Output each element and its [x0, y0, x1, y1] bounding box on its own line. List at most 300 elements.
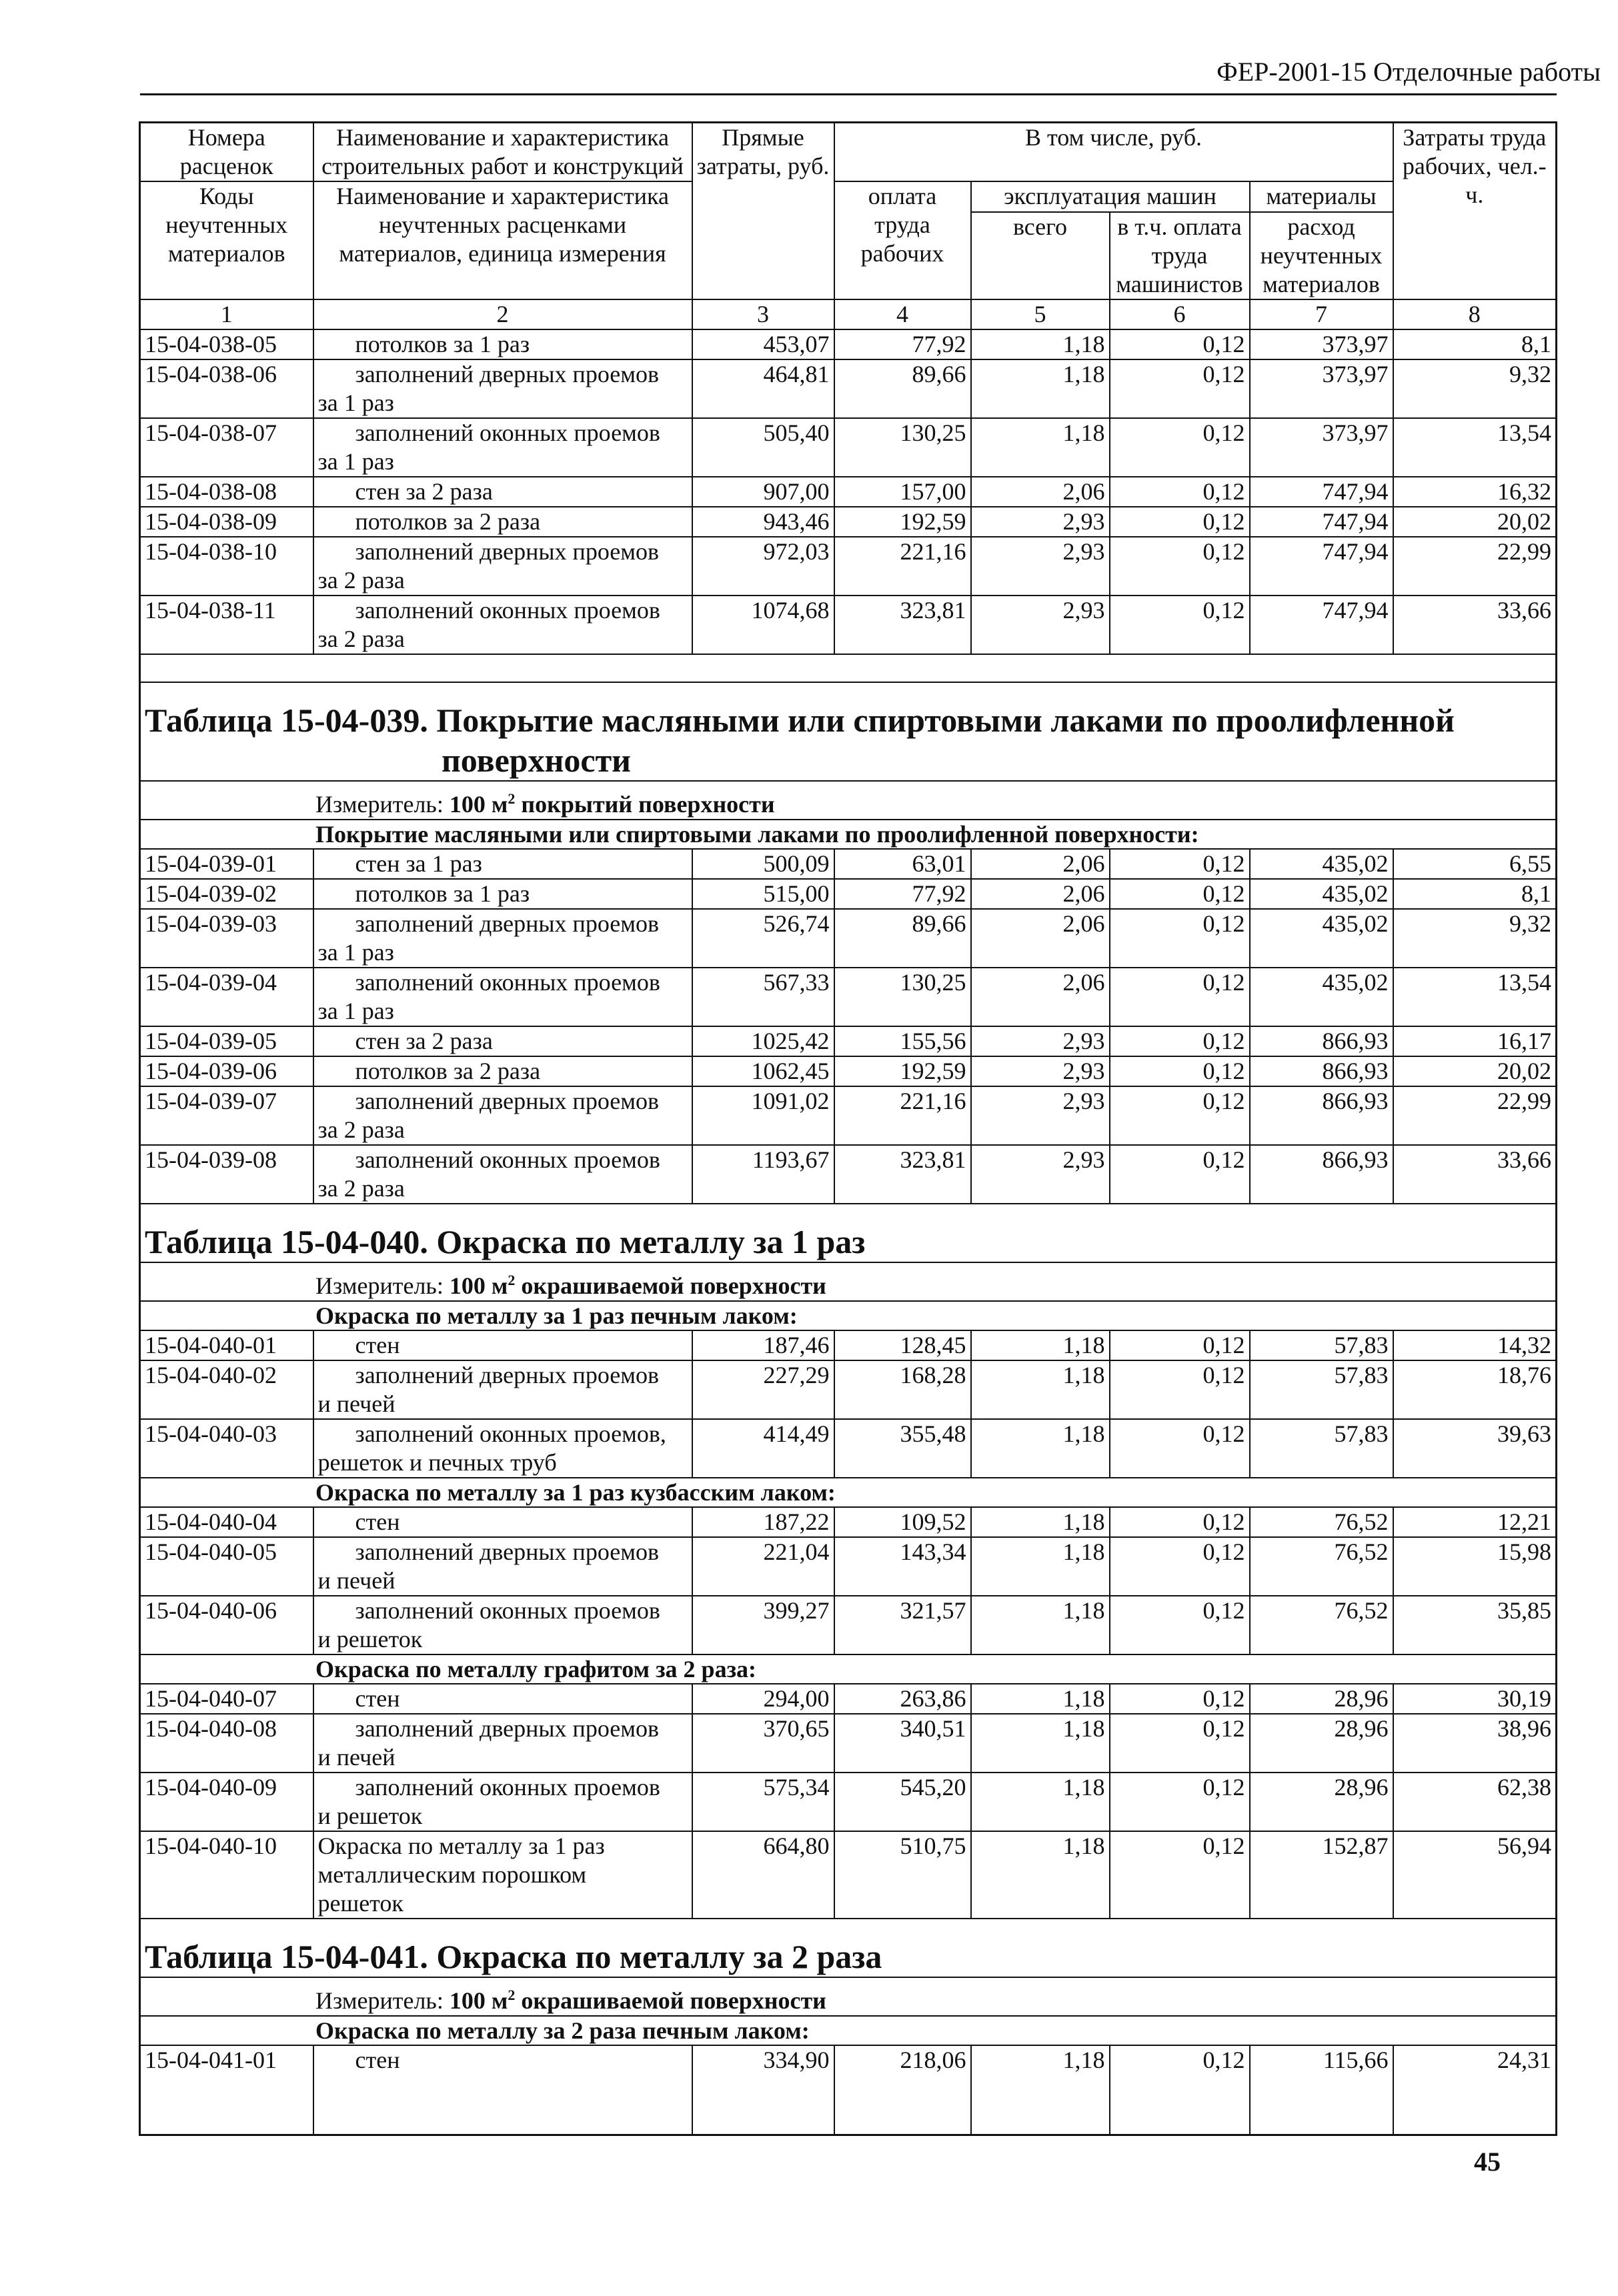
work-name-line: металлическим порошком: [317, 1861, 587, 1888]
value-direct: 464,81: [692, 359, 834, 418]
value-direct: 187,22: [692, 1507, 834, 1537]
value-labor: 9,32: [1393, 359, 1557, 418]
work-name: [313, 1145, 692, 1204]
table-row: [140, 909, 1557, 968]
value-mat: 866,93: [1250, 1056, 1393, 1086]
value-wage: 323,81: [834, 596, 971, 654]
value-direct: 943,46: [692, 507, 834, 537]
value-mach: 2,06: [971, 849, 1110, 879]
value-direct: 972,03: [692, 537, 834, 596]
measure-exponent: 2: [508, 1272, 516, 1288]
work-name: [313, 1684, 692, 1714]
table-row: [140, 1831, 1557, 1919]
value-mach: 1,18: [971, 329, 1110, 359]
group-heading: [140, 1654, 1557, 1684]
measure-subject: окрашиваемой поверхности: [515, 1987, 826, 2014]
work-name-line: и печей: [317, 1567, 395, 1594]
work-name: [313, 1360, 692, 1419]
group-heading: [140, 1301, 1557, 1330]
rate-code: 15-04-040-05: [140, 1537, 313, 1596]
head-col4: оплата труда рабочих: [834, 181, 971, 299]
group-heading-cell: [140, 1301, 1557, 1330]
value-mach-wage: 0,12: [1110, 477, 1250, 507]
work-name-line: за 2 раза: [317, 626, 405, 652]
work-name: [313, 909, 692, 968]
work-name-line: заполнений дверных проемов: [355, 538, 660, 565]
table-spacer-cell: [140, 654, 1557, 682]
work-name: [313, 1537, 692, 1596]
table-title-cell: [140, 1919, 1557, 1977]
value-wage: 77,92: [834, 879, 971, 909]
value-labor: 22,99: [1393, 537, 1557, 596]
group-heading-text: Окраска по металлу графитом за 2 раза:: [315, 1656, 757, 1682]
group-heading: [140, 1478, 1557, 1507]
value-labor: 33,66: [1393, 1145, 1557, 1204]
value-mat: 28,96: [1250, 1773, 1393, 1831]
measure-unit: [450, 1987, 826, 2014]
table-title-line: Таблица 15-04-039. Покрытие масляными или спиртовыми лаками по проолифленной: [145, 702, 1455, 739]
work-name: [313, 507, 692, 537]
measure-row: [140, 781, 1557, 820]
value-direct: 221,04: [692, 1537, 834, 1596]
value-labor: 33,66: [1393, 596, 1557, 654]
value-wage: 263,86: [834, 1684, 971, 1714]
value-mat: 435,02: [1250, 879, 1393, 909]
table-row: [140, 1419, 1557, 1478]
group-heading-cell: [140, 820, 1557, 849]
head-col6: в т.ч. оплата труда машинистов: [1110, 212, 1250, 299]
measure-exponent: 2: [508, 1987, 516, 2003]
column-number-row: [140, 299, 1557, 329]
page-header: ФЕР-2001-15 Отделочные работы: [1217, 57, 1601, 87]
value-labor: 8,1: [1393, 879, 1557, 909]
value-mach-wage: 0,12: [1110, 537, 1250, 596]
value-mach: 1,18: [971, 1773, 1110, 1831]
head-col2-bottom: Наименование и характеристика неучтенных расценками материалов, единица измерения: [313, 181, 692, 299]
table-title: [140, 1204, 1557, 1262]
table-row: [140, 1507, 1557, 1537]
table-row: [140, 329, 1557, 359]
value-wage: 155,56: [834, 1026, 971, 1056]
work-name: [313, 1056, 692, 1086]
work-name-line: стен: [355, 2047, 400, 2073]
work-name: [313, 477, 692, 507]
work-name-line: заполнений оконных проемов: [355, 1597, 660, 1624]
value-wage: 130,25: [834, 968, 971, 1026]
value-direct: 505,40: [692, 418, 834, 477]
rate-code: 15-04-040-09: [140, 1773, 313, 1831]
work-name-line: стен за 2 раза: [355, 1028, 493, 1054]
value-wage: 192,59: [834, 507, 971, 537]
value-direct: 907,00: [692, 477, 834, 507]
work-name-line: решеток и печных труб: [317, 1449, 557, 1476]
rate-code: 15-04-039-08: [140, 1145, 313, 1204]
rate-code: 15-04-039-01: [140, 849, 313, 879]
work-name-line: заполнений дверных проемов: [355, 1362, 660, 1388]
work-name-line: стен: [355, 1508, 400, 1535]
value-mach-wage: 0,12: [1110, 1086, 1250, 1145]
value-mach-wage: 0,12: [1110, 1714, 1250, 1773]
value-wage: 545,20: [834, 1773, 971, 1831]
value-direct: 1025,42: [692, 1026, 834, 1056]
value-mat: 76,52: [1250, 1596, 1393, 1654]
value-labor: 30,19: [1393, 1684, 1557, 1714]
work-name: [313, 1330, 692, 1360]
value-mat: 76,52: [1250, 1537, 1393, 1596]
group-heading-cell: [140, 1654, 1557, 1684]
value-mat: 435,02: [1250, 968, 1393, 1026]
work-name: [313, 329, 692, 359]
value-direct: 500,09: [692, 849, 834, 879]
column-number: 8: [1393, 299, 1557, 329]
value-direct: 399,27: [692, 1596, 834, 1654]
table-row: [140, 1596, 1557, 1654]
table-row: [140, 537, 1557, 596]
table-row: [140, 1056, 1557, 1086]
rate-code: 15-04-038-05: [140, 329, 313, 359]
value-labor: 13,54: [1393, 968, 1557, 1026]
value-direct: 370,65: [692, 1714, 834, 1773]
work-name-line: заполнений оконных проемов: [355, 969, 660, 996]
work-name-line: решеток: [317, 1890, 403, 1917]
group-heading-text: Покрытие масляными или спиртовыми лаками по проолифленной поверхности:: [315, 821, 1199, 848]
value-direct: 414,49: [692, 1419, 834, 1478]
value-mat: 435,02: [1250, 849, 1393, 879]
table-row: [140, 2045, 1557, 2135]
measure-row-cell: [140, 1977, 1557, 2016]
value-mach: 2,93: [971, 1056, 1110, 1086]
value-mach-wage: 0,12: [1110, 359, 1250, 418]
head-col5: всего: [971, 212, 1110, 299]
work-name: [313, 1773, 692, 1831]
value-wage: 355,48: [834, 1419, 971, 1478]
value-mach: 2,06: [971, 909, 1110, 968]
work-name: [313, 1596, 692, 1654]
work-name: [313, 849, 692, 879]
rate-code: 15-04-038-08: [140, 477, 313, 507]
value-mach-wage: 0,12: [1110, 909, 1250, 968]
rate-code: 15-04-038-09: [140, 507, 313, 537]
value-mach: 1,18: [971, 1537, 1110, 1596]
column-number: 4: [834, 299, 971, 329]
value-labor: 9,32: [1393, 909, 1557, 968]
head-col1-bottom: Коды неучтенных материалов: [140, 181, 313, 299]
value-labor: 38,96: [1393, 1714, 1557, 1773]
value-mat: 747,94: [1250, 596, 1393, 654]
value-direct: 294,00: [692, 1684, 834, 1714]
value-mach-wage: 0,12: [1110, 1330, 1250, 1360]
measure-value: 100 м: [449, 791, 508, 818]
measure-row-cell: [140, 781, 1557, 820]
value-labor: 20,02: [1393, 1056, 1557, 1086]
value-mat: 57,83: [1250, 1360, 1393, 1419]
measure-label: Измеритель:: [315, 1272, 450, 1299]
work-name-line: заполнений оконных проемов: [355, 419, 660, 446]
value-mach-wage: 0,12: [1110, 1026, 1250, 1056]
value-mach: 1,18: [971, 1714, 1110, 1773]
value-labor: 6,55: [1393, 849, 1557, 879]
measure-label: Измеритель:: [315, 1987, 450, 2014]
value-direct: 1062,45: [692, 1056, 834, 1086]
value-mat: 152,87: [1250, 1831, 1393, 1919]
work-name-line: за 2 раза: [317, 1116, 405, 1143]
table-row: [140, 1537, 1557, 1596]
value-mach: 2,93: [971, 1145, 1110, 1204]
value-labor: 14,32: [1393, 1330, 1557, 1360]
value-wage: 168,28: [834, 1360, 971, 1419]
work-name: [313, 1507, 692, 1537]
value-labor: 35,85: [1393, 1596, 1557, 1654]
value-mach: 2,93: [971, 1026, 1110, 1056]
value-wage: 510,75: [834, 1831, 971, 1919]
value-wage: 221,16: [834, 1086, 971, 1145]
value-wage: 340,51: [834, 1714, 971, 1773]
rate-code: 15-04-040-06: [140, 1596, 313, 1654]
work-name: [313, 359, 692, 418]
value-mat: 866,93: [1250, 1086, 1393, 1145]
table-row: [140, 1026, 1557, 1056]
table-row: [140, 418, 1557, 477]
value-mat: 747,94: [1250, 537, 1393, 596]
value-mach-wage: 0,12: [1110, 507, 1250, 537]
value-wage: 63,01: [834, 849, 971, 879]
value-direct: 187,46: [692, 1330, 834, 1360]
work-name-line: стен: [355, 1332, 400, 1358]
value-mat: 373,97: [1250, 359, 1393, 418]
value-mat: 435,02: [1250, 909, 1393, 968]
column-number: 5: [971, 299, 1110, 329]
column-number: 1: [140, 299, 313, 329]
value-labor: 12,21: [1393, 1507, 1557, 1537]
value-mach: 2,93: [971, 596, 1110, 654]
value-direct: 664,80: [692, 1831, 834, 1919]
table-row: [140, 849, 1557, 879]
rate-code: 15-04-038-06: [140, 359, 313, 418]
value-wage: 130,25: [834, 418, 971, 477]
value-mat: 866,93: [1250, 1026, 1393, 1056]
work-name: [313, 879, 692, 909]
group-heading-text: Окраска по металлу за 2 раза печным лаком:: [315, 2017, 810, 2044]
work-name-line: и решеток: [317, 1626, 423, 1652]
work-name: [313, 596, 692, 654]
head-machines: эксплуатация машин: [971, 181, 1250, 212]
table-row: [140, 879, 1557, 909]
value-wage: 143,34: [834, 1537, 971, 1596]
group-heading-cell: [140, 2016, 1557, 2045]
value-wage: 221,16: [834, 537, 971, 596]
value-labor: 18,76: [1393, 1360, 1557, 1419]
value-mach: 1,18: [971, 1360, 1110, 1419]
value-mach-wage: 0,12: [1110, 1419, 1250, 1478]
measure-row: [140, 1262, 1557, 1301]
column-number: 3: [692, 299, 834, 329]
rates-table: [139, 121, 1557, 2136]
value-wage: 218,06: [834, 2045, 971, 2135]
column-number: 7: [1250, 299, 1393, 329]
value-wage: 321,57: [834, 1596, 971, 1654]
measure-value: 100 м: [449, 1987, 508, 2014]
value-mach-wage: 0,12: [1110, 1145, 1250, 1204]
table-row: [140, 507, 1557, 537]
table-row: [140, 1714, 1557, 1773]
head-col3: Прямые затраты, руб.: [692, 123, 834, 300]
value-direct: 1091,02: [692, 1086, 834, 1145]
rate-code: 15-04-038-11: [140, 596, 313, 654]
table-title-line: поверхности: [442, 742, 631, 779]
rate-code: 15-04-038-07: [140, 418, 313, 477]
value-mach: 1,18: [971, 1419, 1110, 1478]
work-name-line: за 1 раз: [317, 998, 394, 1024]
rate-code: 15-04-040-08: [140, 1714, 313, 1773]
table-title-line: Таблица 15-04-040. Окраска по металлу за 1 раз: [145, 1223, 866, 1260]
value-direct: 334,90: [692, 2045, 834, 2135]
value-mach: 2,93: [971, 507, 1110, 537]
value-mach: 2,06: [971, 879, 1110, 909]
measure-row-cell: [140, 1262, 1557, 1301]
rate-code: 15-04-041-01: [140, 2045, 313, 2135]
work-name: [313, 1086, 692, 1145]
group-heading-text: Окраска по металлу за 1 раз кузбасским лаком:: [315, 1479, 836, 1506]
value-wage: 128,45: [834, 1330, 971, 1360]
value-mat: 866,93: [1250, 1145, 1393, 1204]
value-mach-wage: 0,12: [1110, 1831, 1250, 1919]
measure-subject: окрашиваемой поверхности: [515, 1272, 826, 1299]
value-direct: 567,33: [692, 968, 834, 1026]
work-name-line: и печей: [317, 1390, 395, 1417]
group-heading-cell: [140, 1478, 1557, 1507]
table-head-row: [140, 181, 1557, 212]
value-mach: 1,18: [971, 1330, 1110, 1360]
value-mach-wage: 0,12: [1110, 1507, 1250, 1537]
table-title-cell: [140, 682, 1557, 781]
work-name-line: стен: [355, 1685, 400, 1712]
value-labor: 8,1: [1393, 329, 1557, 359]
value-mat: 57,83: [1250, 1419, 1393, 1478]
table-title: [140, 682, 1557, 781]
work-name-line: за 2 раза: [317, 567, 405, 594]
work-name-line: заполнений оконных проемов: [355, 1146, 660, 1173]
rate-code: 15-04-038-10: [140, 537, 313, 596]
work-name-line: потолков за 2 раза: [355, 508, 541, 535]
group-heading: [140, 820, 1557, 849]
value-mach-wage: 0,12: [1110, 596, 1250, 654]
value-wage: 89,66: [834, 909, 971, 968]
head-col7: расход неучтенных материалов: [1250, 212, 1393, 299]
table-row: [140, 477, 1557, 507]
work-name-line: и печей: [317, 1744, 395, 1771]
value-mach: 1,18: [971, 1831, 1110, 1919]
work-name: [313, 1419, 692, 1478]
group-heading-text: Окраска по металлу за 1 раз печным лаком:: [315, 1302, 798, 1329]
rate-code: 15-04-040-07: [140, 1684, 313, 1714]
value-mach-wage: 0,12: [1110, 1360, 1250, 1419]
work-name-line: заполнений дверных проемов: [355, 910, 660, 937]
work-name-line: заполнений оконных проемов: [355, 1774, 660, 1801]
value-mach-wage: 0,12: [1110, 329, 1250, 359]
work-name-line: за 1 раз: [317, 939, 394, 966]
work-name-line: заполнений дверных проемов: [355, 1088, 660, 1114]
value-mach: 1,18: [971, 1596, 1110, 1654]
value-labor: 15,98: [1393, 1537, 1557, 1596]
value-mat: 373,97: [1250, 418, 1393, 477]
value-labor: 16,17: [1393, 1026, 1557, 1056]
value-direct: 526,74: [692, 909, 834, 968]
work-name-line: за 1 раз: [317, 389, 394, 416]
work-name-line: заполнений оконных проемов: [355, 597, 660, 624]
measure-row: [140, 1977, 1557, 2016]
work-name-line: заполнений дверных проемов: [355, 1538, 660, 1565]
rate-code: 15-04-039-04: [140, 968, 313, 1026]
column-number: 2: [313, 299, 692, 329]
value-wage: 77,92: [834, 329, 971, 359]
work-name-line: потолков за 1 раз: [355, 880, 530, 907]
value-mach: 1,18: [971, 2045, 1110, 2135]
work-name: [313, 1831, 692, 1919]
value-direct: 1193,67: [692, 1145, 834, 1204]
value-labor: 16,32: [1393, 477, 1557, 507]
value-mach: 2,06: [971, 968, 1110, 1026]
value-mach: 1,18: [971, 418, 1110, 477]
table-row: [140, 1360, 1557, 1419]
rate-code: 15-04-039-05: [140, 1026, 313, 1056]
work-name-line: заполнений оконных проемов,: [355, 1420, 666, 1447]
work-name-line: и решеток: [317, 1803, 423, 1829]
table-row: [140, 1086, 1557, 1145]
page-number: 45: [1474, 2147, 1501, 2177]
table-title: [140, 1919, 1557, 1977]
work-name-line: за 1 раз: [317, 448, 394, 475]
value-mat: 373,97: [1250, 329, 1393, 359]
rate-code: 15-04-039-07: [140, 1086, 313, 1145]
measure-unit: [450, 1272, 826, 1299]
work-name: [313, 1026, 692, 1056]
value-mach-wage: 0,12: [1110, 1537, 1250, 1596]
column-number: 6: [1110, 299, 1250, 329]
work-name: [313, 968, 692, 1026]
rate-code: 15-04-040-04: [140, 1507, 313, 1537]
value-labor: 39,63: [1393, 1419, 1557, 1478]
table-title-cell: [140, 1204, 1557, 1262]
work-name: [313, 537, 692, 596]
value-mat: 28,96: [1250, 1684, 1393, 1714]
value-mat: 28,96: [1250, 1714, 1393, 1773]
value-mach-wage: 0,12: [1110, 1684, 1250, 1714]
value-direct: 1074,68: [692, 596, 834, 654]
value-mach: 2,06: [971, 477, 1110, 507]
group-heading: [140, 2016, 1557, 2045]
table-row: [140, 1330, 1557, 1360]
work-name-line: заполнений дверных проемов: [355, 361, 660, 387]
head-materials: материалы: [1250, 181, 1393, 212]
value-mach: 1,18: [971, 1507, 1110, 1537]
value-mach: 1,18: [971, 359, 1110, 418]
work-name-line: Окраска по металлу за 1 раз: [317, 1833, 605, 1859]
work-name: [313, 2045, 692, 2135]
value-mach: 2,93: [971, 1086, 1110, 1145]
value-labor: 24,31: [1393, 2045, 1557, 2135]
table-row: [140, 359, 1557, 418]
work-name-line: стен за 2 раза: [355, 478, 493, 505]
table-row: [140, 968, 1557, 1026]
work-name: [313, 1714, 692, 1773]
work-name-line: потолков за 2 раза: [355, 1058, 541, 1084]
work-name-line: потолков за 1 раз: [355, 331, 530, 357]
value-mat: 747,94: [1250, 477, 1393, 507]
value-mach-wage: 0,12: [1110, 849, 1250, 879]
head-col1-top: Номера расценок: [140, 123, 313, 182]
value-direct: 227,29: [692, 1360, 834, 1419]
value-direct: 575,34: [692, 1773, 834, 1831]
